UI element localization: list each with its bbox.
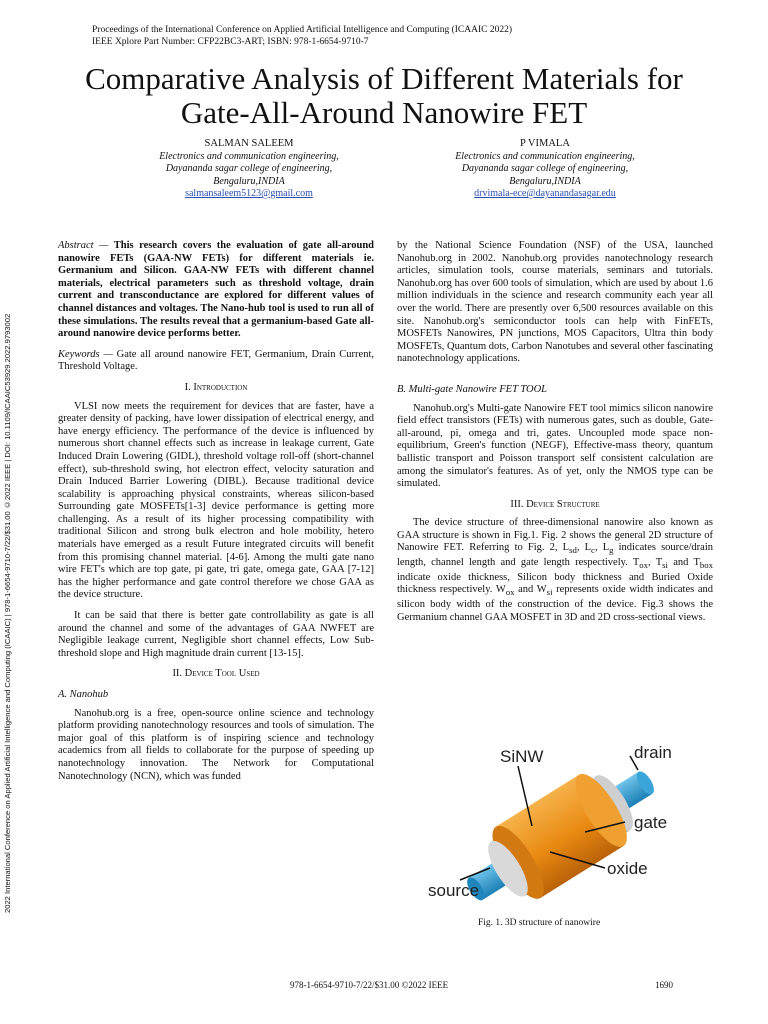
keywords-label: Keywords — (58, 348, 113, 360)
header-line-1: Proceedings of the International Conference on Applied Artificial Intelligence and Computing (ICAAIC 2022) (92, 25, 512, 35)
subscript: si (662, 560, 668, 571)
title-line-1: Comparative Analysis of Different Materials for (85, 61, 683, 96)
conference-header (92, 24, 512, 48)
author-city: Bengaluru,INDIA (509, 175, 581, 187)
keywords-text: Gate all around nanowire FET, Germanium, Drain Current, Threshold Voltage. (58, 348, 374, 373)
structure-text: , L (576, 542, 592, 554)
left-column (58, 240, 374, 791)
doi-sidebar (3, 248, 19, 978)
author-email-link[interactable]: drvimala-ece@dayanandasagar.edu (474, 188, 616, 199)
structure-text: indicate oxide thickness, Silicon body thickness and Buried Oxide thickness respectively. W (397, 571, 713, 596)
figure-1 (420, 740, 700, 910)
subscript: ox (639, 560, 649, 571)
author-city: Bengaluru,INDIA (213, 175, 285, 187)
author-name: P VIMALA (520, 138, 570, 149)
subscript: c (591, 545, 595, 556)
intro-paragraph-1: VLSI now meets the requirement for devices that are faster, have a greater density of packing, have lower dissipation of electrical energy, and have energy efficiency. The performance of the device is influenced by numerous short channel effects such as increase in leakage current, Gate Induced Drain Lowering (GIDL), threshold voltage roll-off (short-channel effect), sub-threshold swing, hot electron effect, velocity saturation and Drain Induced Barrier Lowering (DIBL). Because traditional device scalability is approaching physical constraints, whereas silicon-based Surrounding gate MOSFETs[1-3] device performance is getting more challenging. As a result of its higher processing compatibility with traditional Silicon and strong bulk electron and hole mobility, hetero materials have emerged as a result Future integrated circuits will benefit from this promising channel material. [4-6]. Among the multi gate nano wire FET's which are top gate, pi gate, tri gate, omega gate, GAA [7-12] has the higher performance and gate control therefore we chose GAA as the device structure. (58, 400, 374, 601)
structure-text: and T (667, 557, 700, 569)
author-department: Electronics and communication engineering, (455, 150, 635, 162)
structure-text: , L (594, 542, 610, 554)
section-heading-device-tool: II. Device Tool Used (172, 668, 260, 680)
subscript: sd (569, 545, 577, 556)
label-oxide: oxide (607, 859, 648, 878)
subscript: box (699, 560, 713, 571)
intro-paragraph-2: It can be said that there is better gate controllability as gate is all around the channel and some of the advantages of GAA NWFET are Negligible leakage current, Negligible short channel effects, Low Sub-threshold slope and High magnitude drain current [13-15]. (58, 610, 374, 659)
structure-text: The device structure of three-dimensional nanowire also known as GAA structure is shown in Fig.1. Fig. 2 shows the general 2D structure of Nanowire FET. Referring to Fig. 2, L (397, 517, 713, 554)
title-line-2: Gate-All-Around Nanowire FET (180, 95, 588, 130)
nanowire-3d-diagram (420, 740, 700, 910)
header-line-2: IEEE Xplore Part Number: CFP22BC3-ART; ISBN: 978-1-6654-9710-7 (92, 37, 369, 47)
subsection-heading-nanohub: A. Nanohub (58, 689, 109, 700)
structure-text: indicates source/drain length, channel length and gate length respectively. T (397, 542, 713, 569)
structure-text: , T (648, 557, 663, 569)
author-email-link[interactable]: salmansaleem5123@gmail.com (185, 188, 313, 199)
subscript: ox (505, 587, 515, 598)
label-drain: drain (634, 743, 672, 762)
structure-text: and W (514, 584, 547, 596)
figure-1-caption: Fig. 1. 3D structure of nanowire (478, 918, 601, 928)
paper-title (0, 62, 768, 130)
section-heading-device-structure: III. Device Structure (510, 498, 600, 510)
author-college: Dayananda sagar college of engineering, (461, 163, 629, 174)
structure-text: represents oxide width indicates and silicon body width of the construction of the device. Fig.3 shows the Germanium channel GAA MOSFET in 3D and 2D cross-sectional views. (397, 584, 713, 623)
abstract-label: Abstract — (58, 240, 109, 251)
doi-sidebar-text: 2022 International Conference on Applied Artificial Intelligence and Computing (ICAAIC) | 978-1-6654-9710-7/22/$31.00 ©2022 IEEE | DOI: 10.1109/ICAAIC53929.2022.9793002 (3, 313, 12, 913)
structure-paragraph (397, 517, 713, 624)
footer-copyright: 978-1-6654-9710-7/22/$31.00 ©2022 IEEE (290, 980, 449, 990)
keywords (58, 349, 374, 374)
subsection-heading-multigate: B. Multi-gate Nanowire FET TOOL (397, 383, 548, 395)
abstract-text: This research covers the evaluation of gate all-around nanowire FETs (GAA-NW FETs) for different materials ie. Germanium and Silicon. GAA-NW FETs with different channel materials, electrical parameters such as threshold voltage, drain current and transconductance are explored for different values of channel distances and voltages. The Nano-hub tool is used to run all of these simulations. The results reveal that a germanium-based Gate all-around nanowire device performs better. (58, 240, 374, 340)
label-source: source (428, 881, 480, 900)
author-name: SALMAN SALEEM (204, 138, 294, 149)
author-department: Electronics and communication engineering, (159, 150, 339, 162)
nanohub-paragraph-continued: by the National Science Foundation (NSF) of the USA, launched Nanohub.org in 2002. Nanohub.org provides nanotechnology research articles, simulation tools, course materials, seminars and tutorials. Nanohub.org has over 600 tools of simulation, which are used by about 1.6 million individuals in the science and research community each year all over the world. There are presently over 6,500 resources available on this site. Nanohub.org's semiconductor tools can help with FinFETs, MOSFETs Nanowires, PN junctions, MOS Capacitors, Ultra thin body MOSFETs, Quantum dots, Carbon Nanotubes and several other fascinating nanotechnology applications. (397, 240, 713, 365)
abstract (58, 240, 374, 341)
subscript: g (609, 545, 614, 556)
author-college: Dayananda sagar college of engineering, (165, 163, 333, 174)
subscript: si (546, 587, 553, 598)
page-number: 1690 (655, 980, 673, 990)
label-gate: gate (634, 813, 668, 832)
author-block-1 (104, 138, 394, 201)
right-column (397, 240, 713, 632)
multigate-paragraph: Nanohub.org's Multi-gate Nanowire FET tool mimics silicon nanowire field effect transistors (FETs) with numerous gates, such as double, Gate-all-around, pi, omega and tri, gates. Uncoupled mode space non-equilibrium, Green's function (NEGF), Effective-mass theory, quantum ballistic transport and Poisson transport self consistent calculation are among the simulator's features. As of yet, only the NMOS type can be simulated. (397, 402, 713, 490)
label-sinw: SiNW (500, 747, 544, 766)
section-heading-introduction: I. Introduction (184, 381, 248, 393)
nanohub-paragraph: Nanohub.org is a free, open-source online science and technology platform providing nanotechnology resources and tools of simulation. The major goal of this platform is of inspiring science and technology academics from all fields to collaborate for the purpose of speeding up nanotechnology innovation. The Network for Computational Nanotechnology (NCN), which was funded (58, 707, 374, 782)
author-block-2 (400, 138, 690, 201)
